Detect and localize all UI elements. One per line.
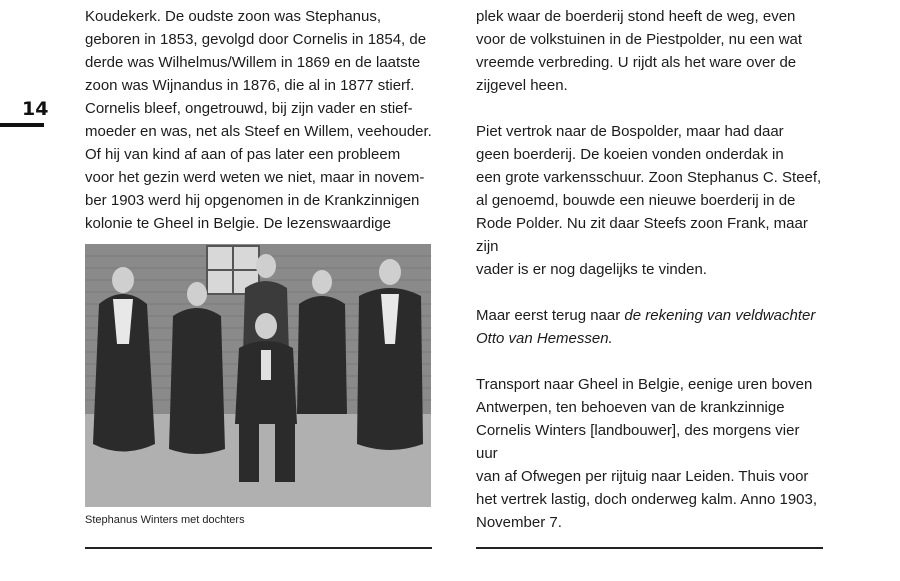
page-number-rule <box>0 123 44 127</box>
left-column <box>85 5 433 235</box>
right-paragraph-4: Transport naar Gheel in Belgie, eenige uren boven Antwerpen, ten behoeven van de krankzinnige Cornelis Winters [landbouwer], des morgens vier uur van af Ofwegen per rijtuig naar Leiden. Thuis voor het vertrek lastig, doch onderweg kalm. Anno 1903, November 7. <box>476 376 818 531</box>
paragraph-3-prefix: Maar eerst terug naar <box>476 307 625 324</box>
family-photo-graphic <box>85 244 431 507</box>
right-paragraph-1: plek waar de boerderij stond heeft de weg, even voor de volkstuinen in de Piestpolder, nu een wat vreemde verbreding. U rijdt als het ware over de zijgevel heen. <box>476 8 803 94</box>
paragraph-3-italic: de rekening van veldwachter Otto van Hemessen. <box>476 307 816 347</box>
left-bottom-rule <box>85 547 432 549</box>
right-bottom-rule <box>476 547 823 549</box>
left-column-text: Koudekerk. De oudste zoon was Stephanus, geboren in 1853, gevolgd door Cornelis in 1854, de derde was Wilhelmus/Willem in 1869 en de laatste zoon was Wijnandus in 1876, die al in 1877 stierf. Cornelis bleef, ongetrouwd, bij zijn vader en stief- moeder en was, net als Steef en Willem, veehouder. Of hij van kind af aan of pas later een probleem voor het gezin werd weten we niet, maar in novem- ber 1903 werd hij opgenomen in de Krankzinnigen kolonie te Gheel in Belgie. De lezenswaardige <box>85 8 432 232</box>
page-number: 14 <box>22 98 49 120</box>
right-paragraph-2: Piet vertrok naar de Bospolder, maar had daar geen boerderij. De koeien vonden onderdak in een grote varkensschuur. Zoon Stephanus C. Steef, al genoemd, bouwde een nieuwe boerderij in de Rode Polder. Nu zit daar Steefs zoon Frank, maar zijn vader is er nog dagelijks te vinden. <box>476 123 822 278</box>
right-paragraph-3 <box>476 304 824 350</box>
family-photo <box>85 244 431 507</box>
photo-caption: Stephanus Winters met dochters <box>85 514 245 526</box>
right-column <box>476 5 824 534</box>
